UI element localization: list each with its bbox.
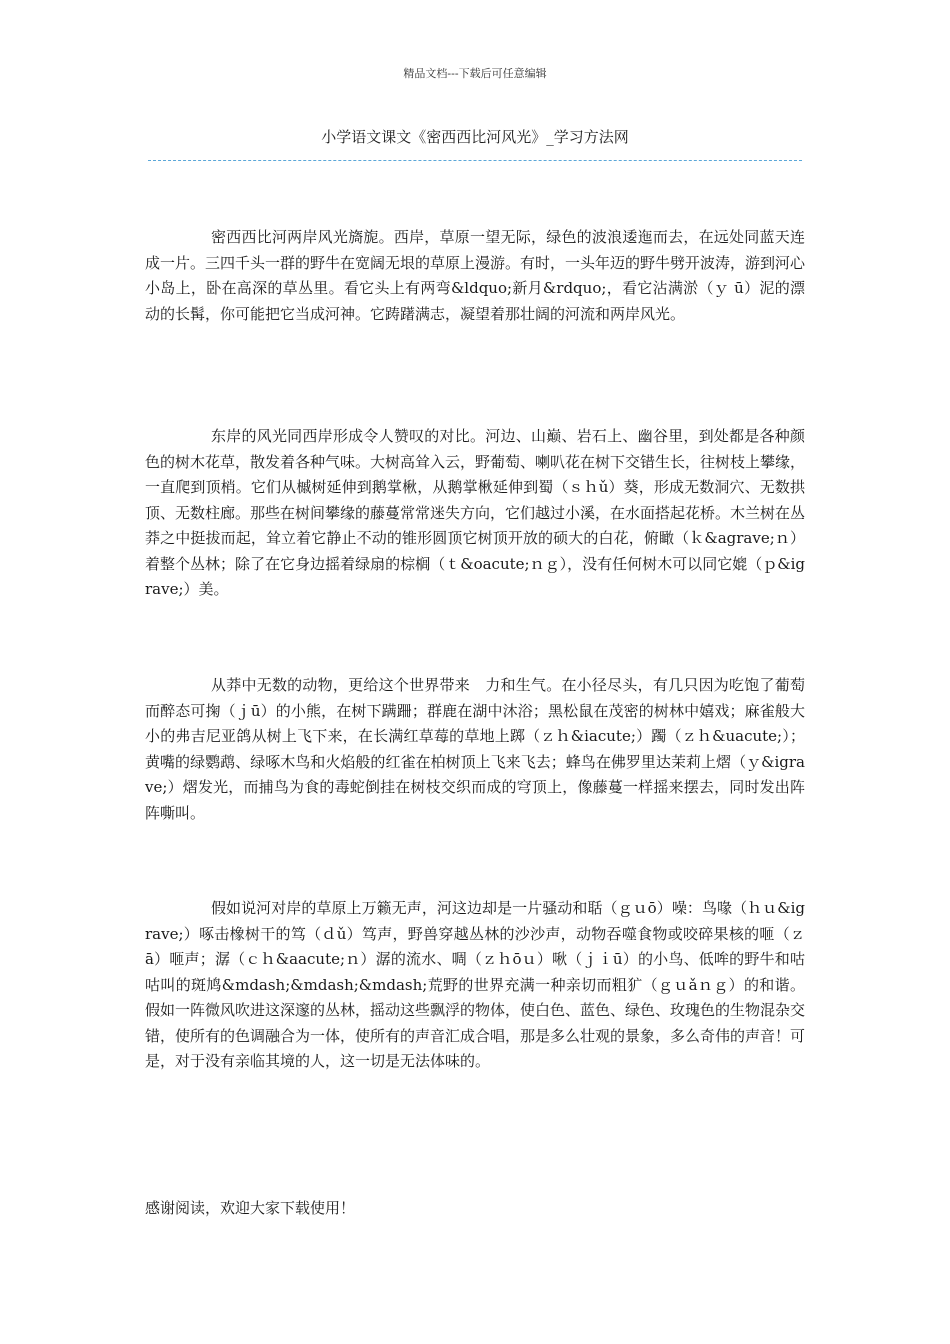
paragraph-text: 假如说河对岸的草原上万籁无声，河这边却是一片骚动和聒（ｇｕō）噪：鸟喙（ｈｕ&igrave;）啄击橡树干的笃（ｄǔ）笃声，野兽穿越丛林的沙沙声，动物吞噬食物或咬碎果核的咂（ｚā）咂声；潺（ｃｈ&aacute;ｎ）潺的流水、啁（ｚｈōｕ）啾（ｊｉū）的小鸟、低哞的野牛和咕咕叫的斑鸠&mdash;&mdash;&mdash;荒野的世界充满一种亲切而粗犷（ｇｕǎｎｇ）的和谐。假如一阵微风吹进这深邃的丛林，摇动这些飘浮的物体，使白色、蓝色、绿色、玫瑰色的生物混杂交错，使所有的色调融合为一体，使所有的声音汇成合唱，那是多么壮观的景象，多么奇伟的声音！可是，对于没有亲临其境的人，这一切是无法体味的。 — [145, 899, 806, 1070]
paragraph-text: 密西西比河两岸风光旖旎。西岸，草原一望无际，绿色的波浪逶迤而去，在远处同蓝天连成一片。三四千头一群的野牛在宽阔无垠的草原上漫游。有时，一头年迈的野牛劈开波涛，游到河心小岛上，卧在高深的草丛里。看它头上有两弯&ldquo;新月&rdquo;，看它沾满淤（ｙ ū）泥的漂动的长髯，你可能把它当成河神。它踌躇满志，凝望着那壮阔的河流和两岸风光。 — [145, 228, 806, 323]
paragraph-west-bank — [145, 225, 805, 327]
document-title: 小学语文课文《密西西比河风光》_学习方法网 — [321, 128, 629, 146]
paragraph-sounds — [145, 896, 805, 1075]
title-divider — [148, 160, 802, 161]
paragraph-animals — [145, 673, 805, 826]
page-header: 精品文档---下载后可任意编辑 — [403, 67, 547, 80]
paragraph-text: 东岸的风光同西岸形成令人赞叹的对比。河边、山巅、岩石上、幽谷里，到处都是各种颜色的树木花草，散发着各种气味。大树高耸入云，野葡萄、喇叭花在树下交错生长，往树枝上攀缘，一直爬到顶梢。它们从槭树延伸到鹅掌楸，从鹅掌楸延伸到蜀（ｓｈǔ）葵，形成无数洞穴、无数拱顶、无数柱廊。那些在树间攀缘的藤蔓常常迷失方向，它们越过小溪，在水面搭起花桥。木兰树在丛莽之中挺拔而起，耸立着它静止不动的锥形圆顶它树顶开放的硕大的白花，俯瞰（ｋ&agrave;ｎ）着整个丛林；除了在它身边摇着绿扇的棕榈（ｔ&oacute;ｎｇ），没有任何树木可以同它媲（ｐ&igrave;）美。 — [145, 427, 806, 598]
paragraph-east-bank — [145, 424, 805, 603]
paragraph-text: 从莽中无数的动物，更给这个世界带来 力和生气。在小径尽头，有几只因为吃饱了葡萄而醉态可掬（ｊū）的小熊，在树下蹒跚；群鹿在湖中沐浴；黑松鼠在茂密的树林中嬉戏；麻雀般大小的弗吉尼亚鸽从树上飞下来，在长满红草莓的草地上踯（ｚｈ&iacute;）躅（ｚｈ&uacute;）；黄嘴的绿鹦鹉、绿啄木鸟和火焰般的红雀在柏树顶上飞来飞去；蜂鸟在佛罗里达茉莉上熠（ｙ&igrave;）熠发光，而捕鸟为食的毒蛇倒挂在树枝交织而成的穹顶上，像藤蔓一样摇来摆去，同时发出阵阵嘶叫。 — [145, 676, 805, 822]
closing-note: 感谢阅读，欢迎大家下载使用！ — [145, 1199, 356, 1217]
